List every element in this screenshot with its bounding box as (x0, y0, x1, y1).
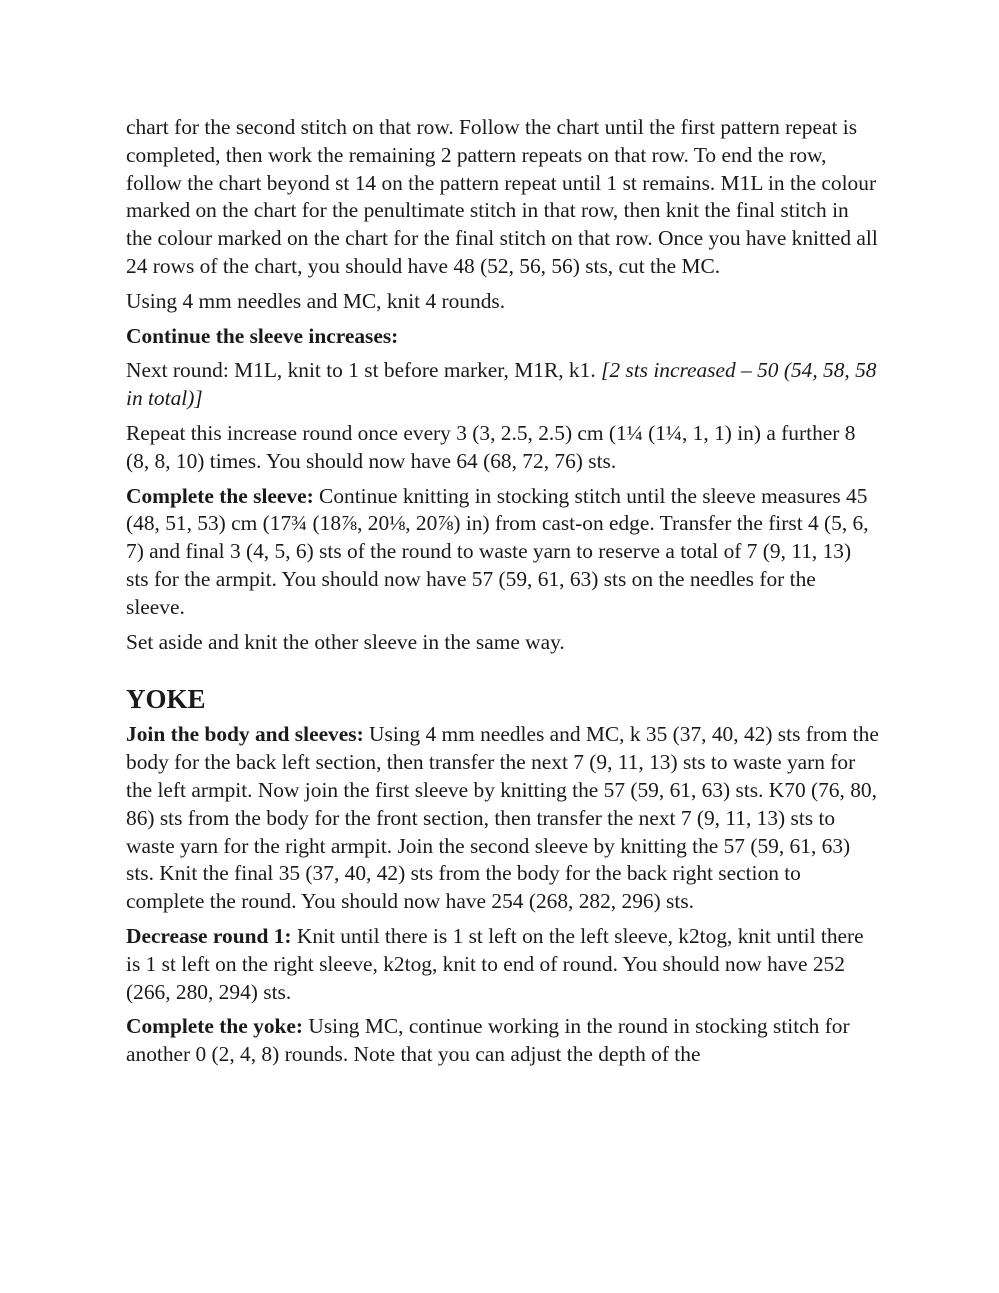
paragraph-next-round (126, 357, 879, 413)
paragraph-set-aside: Set aside and knit the other sleeve in the same way. (126, 629, 565, 654)
paragraph-repeat-increase: Repeat this increase round once every 3 (3, 2.5, 2.5) cm (1¼ (1¼, 1, 1) in) a further 8 (8, 8, 10) times. You should now have 64 (68, 72, 76) sts. (126, 420, 856, 473)
decrease-round-label: Decrease round 1: (126, 923, 292, 948)
paragraph-decrease-round (126, 923, 879, 1006)
paragraph-complete-yoke (126, 1013, 879, 1069)
complete-yoke-label: Complete the yoke: (126, 1014, 304, 1039)
decrease-round-text: Knit until there is 1 st left on the left sleeve, k2tog, knit until there is 1 st left on the right sleeve, k2tog, knit to end of round. You should now have 252 (266, 280, 294) sts. (126, 923, 864, 1004)
paragraph-chart-instructions: chart for the second stitch on that row. Follow the chart until the first pattern repeat is completed, then work the remaining 2 pattern repeats on that row. To end the row, follow the chart beyond st 14 on the pattern repeat until 1 st remains. M1L in the colour marked on the chart for the penultimate stitch in that row, then knit the final stitch in the colour marked on the chart for the final stitch on that row. Once you have knitted all 24 rows of the chart, you should have 48 (52, 56, 56) sts, cut the MC. (126, 115, 878, 278)
paragraph-knit-rounds: Using 4 mm needles and MC, knit 4 rounds. (126, 288, 506, 313)
next-round-text: Next round: M1L, knit to 1 st before marker, M1R, k1. (126, 358, 602, 383)
join-body-text: Using 4 mm needles and MC, k 35 (37, 40, 42) sts from the body for the back left section, then transfer the next 7 (9, 11, 13) sts to waste yarn for the left armpit. Now join the first sleeve by knitting the 57 (59, 61, 63) sts. K70 (76, 80, 86) sts from the body for the front section, then transfer the next 7 (9, 11, 13) sts to waste yarn for the right armpit. Join the second sleeve by knitting the 57 (59, 61, 63) sts. Knit the final 35 (37, 40, 42) sts from the body for the back right section to complete the round. You should now have 254 (268, 282, 296) sts. (126, 722, 879, 914)
paragraph-join-body (126, 721, 879, 916)
increase-note: [2 sts increased – 50 (54, 58, 58 in total)] (126, 358, 877, 411)
complete-sleeve-text: Continue knitting in stocking stitch until the sleeve measures 45 (48, 51, 53) cm (17¾ (18⅞, 20⅛, 20⅞) in) from cast-on edge. Transfer the first 4 (5, 6, 7) and final 3 (4, 5, 6) sts of the round to waste yarn to reserve a total of 7 (9, 11, 13) sts for the armpit. You should now have 57 (59, 61, 63) sts on the needles for the sleeve. (126, 483, 869, 619)
section-heading-yoke: YOKE (126, 684, 206, 715)
complete-sleeve-label: Complete the sleeve: (126, 483, 314, 508)
paragraph-complete-sleeve (126, 483, 879, 622)
complete-yoke-text: Using MC, continue working in the round in stocking stitch for another 0 (2, 4, 8) rounds. Note that you can adjust the depth of the (126, 1014, 850, 1067)
subheading-continue-increases: Continue the sleeve increases: (126, 323, 399, 348)
join-body-label: Join the body and sleeves: (126, 722, 364, 747)
